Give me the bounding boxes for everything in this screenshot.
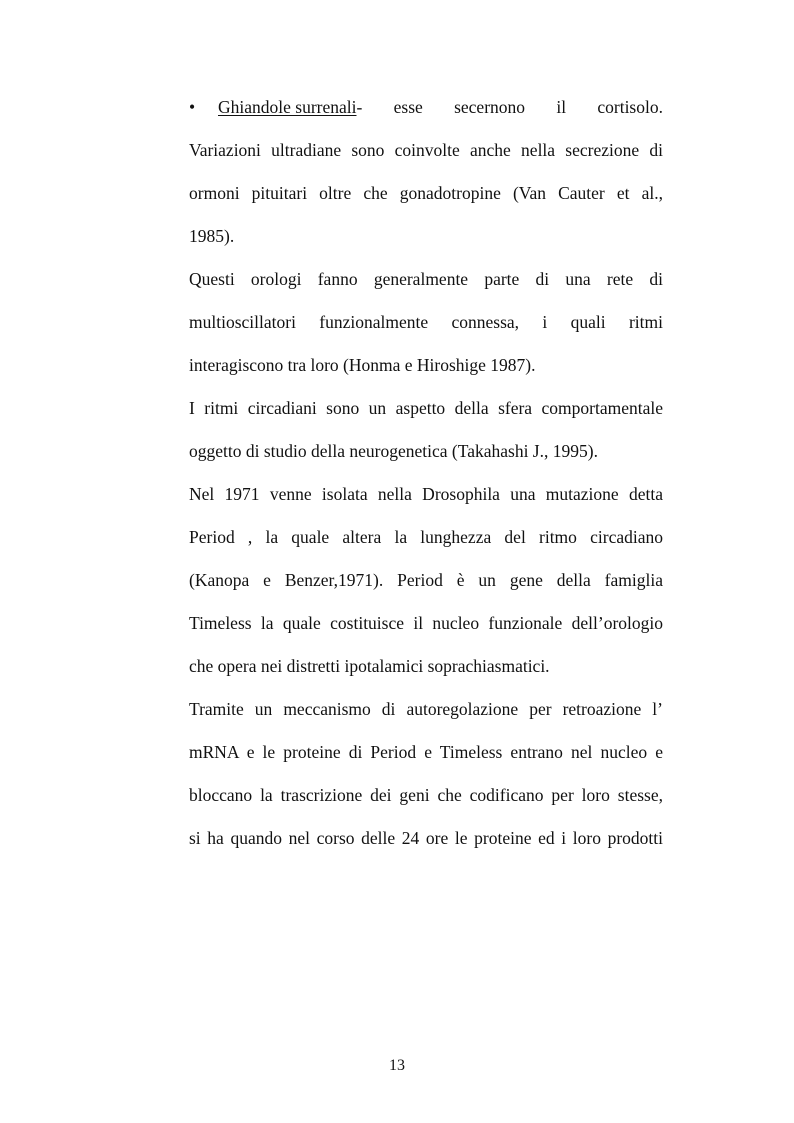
text-line: Questi orologi fanno generalmente parte di una rete di [189, 269, 663, 289]
bullet-word: esse [393, 97, 423, 117]
text-line: Timeless la quale costituisce il nucleo funzionale dell’orologio [189, 613, 663, 633]
text-line: oggetto di studio della neurogenetica (Takahashi J., 1995). [189, 441, 598, 461]
bullet-item [189, 89, 663, 132]
text-line: si ha quando nel corso delle 24 ore le proteine ed i loro prodotti [189, 828, 663, 848]
text-line: I ritmi circadiani sono un aspetto della sfera comportamentale [189, 398, 663, 418]
bullet-word: - [356, 97, 363, 117]
bullet-word: il [556, 97, 567, 117]
bullet-term-group [218, 89, 362, 125]
text-line: che opera nei distretti ipotalamici soprachiasmatici. [189, 656, 550, 676]
bullet-text [218, 89, 663, 125]
page-number: 13 [389, 1057, 405, 1074]
bullet-word: secernono [454, 97, 526, 117]
text-line: Period , la quale altera la lunghezza del ritmo circadiano [189, 527, 663, 547]
text-line: Nel 1971 venne isolata nella Drosophila una mutazione detta [189, 484, 663, 504]
bullet-word: cortisolo. [597, 97, 663, 117]
bullet-icon: • [189, 97, 196, 117]
text-line: bloccano la trascrizione dei geni che codificano per loro stesse, [189, 785, 663, 805]
text-line: Variazioni ultradiane sono coinvolte anche nella secrezione di [189, 140, 663, 160]
text-line: Tramite un meccanismo di autoregolazione per retroazione l’ [189, 699, 663, 719]
text-line: (Kanopa e Benzer,1971). Period è un gene della famiglia [189, 570, 663, 590]
text-line: mRNA e le proteine di Period e Timeless entrano nel nucleo e [189, 742, 663, 762]
text-line: 1985). [189, 226, 235, 246]
text-line: ormoni pituitari oltre che gonadotropine (Van Cauter et al., [189, 183, 663, 203]
bullet-term: Ghiandole surrenali [218, 97, 357, 117]
text-line: interagiscono tra loro (Honma e Hiroshige 1987). [189, 355, 536, 375]
text-line: multioscillatori funzionalmente connessa, i quali ritmi [189, 312, 663, 332]
body-text [189, 89, 663, 863]
